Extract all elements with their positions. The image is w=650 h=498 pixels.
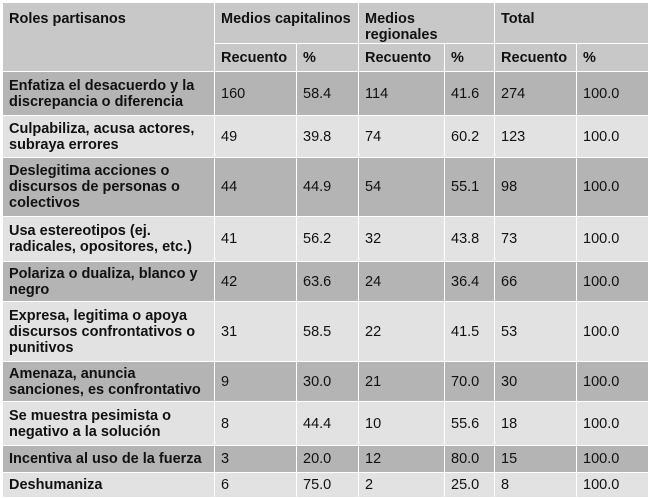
cap-percent: 30.0 <box>297 362 359 402</box>
reg-count: 114 <box>359 72 445 116</box>
subheader-reg-percent: % <box>445 44 495 72</box>
cap-percent: 58.4 <box>297 72 359 116</box>
subheader-reg-recuento: Recuento <box>359 44 445 72</box>
cap-count: 41 <box>215 217 297 262</box>
cap-percent: 39.8 <box>297 116 359 158</box>
cap-percent: 44.4 <box>297 402 359 446</box>
reg-percent: 41.5 <box>445 302 495 362</box>
cap-count: 8 <box>215 402 297 446</box>
reg-percent: 41.6 <box>445 72 495 116</box>
row-label: Enfatiza el desacuerdo y la discrepancia o diferencia <box>3 72 215 116</box>
table-row <box>3 217 649 262</box>
cap-count: 3 <box>215 446 297 473</box>
cap-count: 42 <box>215 262 297 302</box>
total-percent: 100.0 <box>577 402 649 446</box>
table-row <box>3 116 649 158</box>
total-count: 274 <box>495 72 577 116</box>
table-row <box>3 158 649 217</box>
row-label: Se muestra pesimista o negativo a la solución <box>3 402 215 446</box>
reg-count: 24 <box>359 262 445 302</box>
row-label: Deshumaniza <box>3 473 215 498</box>
cap-count: 6 <box>215 473 297 498</box>
total-count: 53 <box>495 302 577 362</box>
total-count: 15 <box>495 446 577 473</box>
row-label: Polariza o dualiza, blanco y negro <box>3 262 215 302</box>
row-label: Culpabiliza, acusa actores, subraya errores <box>3 116 215 158</box>
cap-percent: 56.2 <box>297 217 359 262</box>
total-count: 66 <box>495 262 577 302</box>
row-label: Deslegitima acciones o discursos de personas o colectivos <box>3 158 215 217</box>
total-percent: 100.0 <box>577 72 649 116</box>
reg-count: 74 <box>359 116 445 158</box>
reg-count: 22 <box>359 302 445 362</box>
reg-percent: 43.8 <box>445 217 495 262</box>
data-table <box>2 2 649 498</box>
subheader-cap-percent: % <box>297 44 359 72</box>
cap-count: 160 <box>215 72 297 116</box>
reg-count: 54 <box>359 158 445 217</box>
total-percent: 100.0 <box>577 116 649 158</box>
header-row <box>3 3 649 44</box>
total-count: 8 <box>495 473 577 498</box>
table-row <box>3 302 649 362</box>
reg-percent: 55.6 <box>445 402 495 446</box>
header-roles: Roles partisanos <box>3 3 215 72</box>
header-regionales: Medios regionales <box>359 3 495 44</box>
total-count: 18 <box>495 402 577 446</box>
reg-percent: 80.0 <box>445 446 495 473</box>
header-total: Total <box>495 3 649 44</box>
reg-count: 32 <box>359 217 445 262</box>
table-row <box>3 402 649 446</box>
reg-percent: 25.0 <box>445 473 495 498</box>
cap-count: 44 <box>215 158 297 217</box>
reg-percent: 70.0 <box>445 362 495 402</box>
cap-count: 49 <box>215 116 297 158</box>
row-label: Expresa, legitima o apoya discursos confrontativos o punitivos <box>3 302 215 362</box>
total-count: 98 <box>495 158 577 217</box>
row-label: Amenaza, anuncia sanciones, es confrontativo <box>3 362 215 402</box>
total-percent: 100.0 <box>577 473 649 498</box>
total-percent: 100.0 <box>577 446 649 473</box>
total-count: 30 <box>495 362 577 402</box>
row-label: Incentiva al uso de la fuerza <box>3 446 215 473</box>
table-row <box>3 446 649 473</box>
table-row <box>3 72 649 116</box>
total-percent: 100.0 <box>577 217 649 262</box>
reg-count: 12 <box>359 446 445 473</box>
cap-percent: 63.6 <box>297 262 359 302</box>
subheader-cap-recuento: Recuento <box>215 44 297 72</box>
header-capitalinos: Medios capitalinos <box>215 3 359 44</box>
table-row <box>3 473 649 498</box>
table-row <box>3 362 649 402</box>
reg-percent: 55.1 <box>445 158 495 217</box>
total-percent: 100.0 <box>577 302 649 362</box>
cap-count: 31 <box>215 302 297 362</box>
total-percent: 100.0 <box>577 158 649 217</box>
reg-percent: 60.2 <box>445 116 495 158</box>
total-count: 73 <box>495 217 577 262</box>
reg-count: 21 <box>359 362 445 402</box>
reg-count: 2 <box>359 473 445 498</box>
cap-percent: 58.5 <box>297 302 359 362</box>
total-percent: 100.0 <box>577 362 649 402</box>
table-row <box>3 262 649 302</box>
reg-percent: 36.4 <box>445 262 495 302</box>
total-count: 123 <box>495 116 577 158</box>
cap-percent: 44.9 <box>297 158 359 217</box>
subheader-tot-recuento: Recuento <box>495 44 577 72</box>
cap-percent: 20.0 <box>297 446 359 473</box>
cap-count: 9 <box>215 362 297 402</box>
subheader-tot-percent: % <box>577 44 649 72</box>
reg-count: 10 <box>359 402 445 446</box>
row-label: Usa estereotipos (ej. radicales, opositores, etc.) <box>3 217 215 262</box>
total-percent: 100.0 <box>577 262 649 302</box>
cap-percent: 75.0 <box>297 473 359 498</box>
